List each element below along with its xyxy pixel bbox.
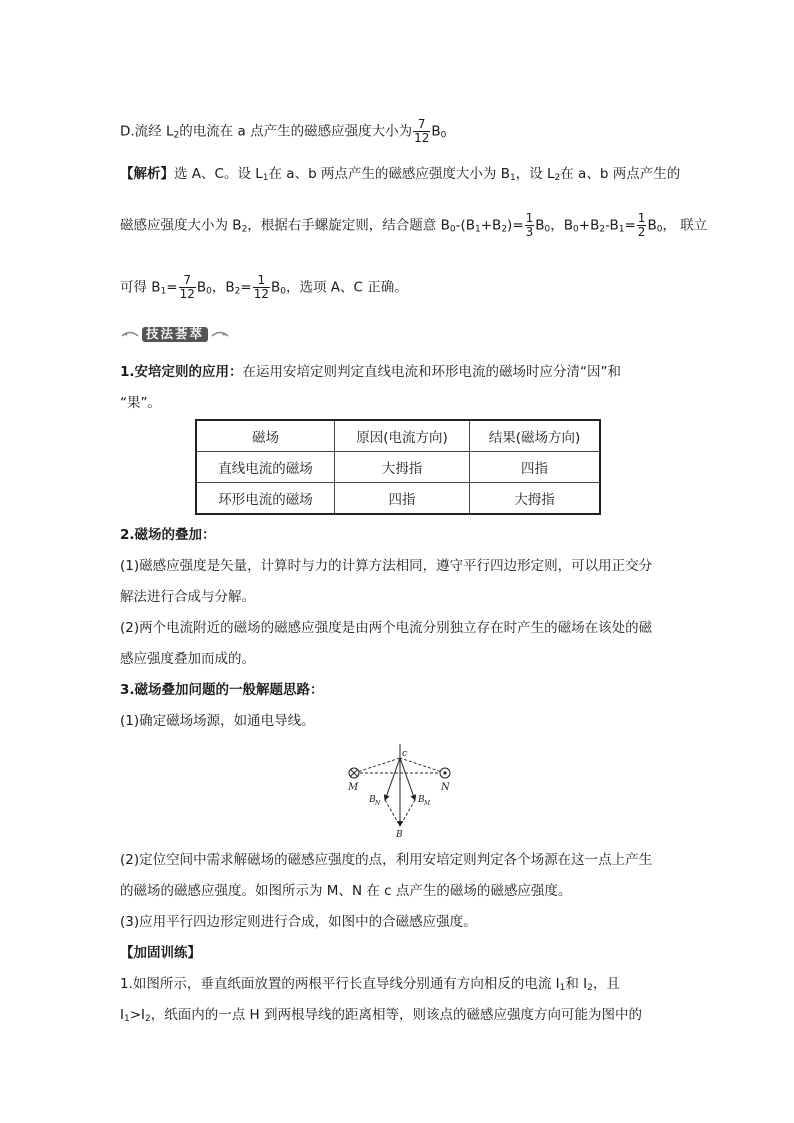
table-header: 磁场: [196, 420, 335, 452]
option-d-suffix: B: [431, 123, 441, 140]
sub: 0: [544, 224, 551, 235]
text: +B: [578, 217, 600, 234]
sub: 0: [280, 286, 286, 297]
table-header: 原因(电流方向): [335, 420, 470, 452]
sub: 2: [234, 286, 241, 297]
sub: 1: [618, 224, 625, 235]
text: ，B: [211, 279, 235, 296]
dashed-side-left: [385, 800, 400, 826]
table-row: [196, 483, 600, 515]
table-cell: 四指: [470, 452, 601, 483]
label-bm-sub: M: [424, 800, 431, 807]
field-superposition-figure: [335, 740, 465, 840]
text: 和 I: [565, 976, 588, 992]
sub: 0: [440, 130, 447, 141]
text: ，且: [592, 976, 620, 992]
label-bm: B: [418, 795, 425, 805]
vector-diagram: [335, 740, 465, 840]
text: =: [166, 279, 178, 296]
text: ， 联立: [662, 217, 708, 234]
text: >I: [129, 1007, 146, 1023]
numerator: 7: [413, 118, 430, 132]
sub: 1: [160, 286, 167, 297]
sub: 2: [587, 983, 593, 993]
section-1-line-2: [120, 393, 161, 413]
sub: 2: [554, 173, 561, 183]
sub: 0: [449, 224, 456, 235]
dashed-line-nc: [400, 758, 445, 773]
vector-bn: [385, 758, 400, 800]
training-line-2: [120, 1005, 642, 1029]
text: 1.如图所示，垂直纸面放置的两根平行长直导线分别通有方向相反的电流 I: [120, 976, 560, 992]
sub: 0: [656, 224, 663, 235]
text: -(B: [455, 217, 475, 234]
table-header: 结果(磁场方向): [470, 420, 601, 452]
numerator: 1: [525, 211, 534, 225]
text: ，设 L: [515, 166, 555, 182]
denominator: 3: [525, 225, 534, 239]
text: B: [535, 217, 545, 234]
section-1-title: 1.安培定则的应用：: [120, 364, 243, 380]
denominator: 12: [253, 287, 269, 301]
label-b: B: [396, 830, 403, 840]
text: =: [624, 217, 636, 234]
sub: 0: [206, 286, 212, 297]
vector-bm: [400, 758, 415, 800]
dashed-line-mc: [354, 758, 400, 773]
section-banner: [120, 325, 230, 343]
table-cell: 环形电流的磁场: [196, 483, 335, 515]
text: 可得 B: [120, 279, 161, 296]
numerator: 7: [179, 274, 196, 288]
numerator: 1: [637, 211, 646, 225]
option-d-prefix: D.流经 L: [120, 123, 174, 140]
denominator: 12: [179, 287, 195, 301]
text: 在 a、b 两点产生的: [560, 166, 681, 182]
sub: 1: [559, 983, 566, 993]
section-2-title: 2.磁场的叠加：: [120, 527, 216, 543]
section-3-p2b: 的磁场的磁感应强度。如图所示为 M、N 在 c 点产生的磁场的磁感应强度。: [120, 883, 572, 899]
text: +B: [480, 217, 502, 234]
analysis-tag: 【解析】: [120, 166, 174, 182]
fraction: [413, 118, 430, 145]
section-2-p2a: (2)两个电流附近的磁场的磁感应强度是由两个电流分别独立存在时产生的磁场在该处的磁: [120, 620, 653, 636]
option-d-text: 的电流在 a 点产生的磁感应强度大小为: [179, 123, 413, 140]
training-line-1: [120, 974, 620, 998]
dashed-side-right: [400, 800, 415, 826]
sub: 2: [173, 130, 180, 141]
fraction: [179, 274, 196, 301]
text: ，纸面内的一点 H 到两根导线的距离相等，则该点的磁感应强度方向可能为图中的: [150, 1007, 642, 1023]
label-n: N: [441, 782, 450, 793]
sub: 2: [145, 1014, 151, 1024]
denominator: 12: [414, 131, 430, 145]
text: B: [196, 279, 207, 296]
text: -B: [605, 217, 619, 234]
section-2-p1a: (1)磁感应强度是矢量，计算时与力的计算方法相同，遵守平行四边形定则，可以用正交分: [120, 558, 653, 574]
denominator: 2: [637, 225, 646, 239]
label-m: M: [348, 782, 359, 793]
sub: 1: [509, 173, 516, 183]
text: =: [240, 279, 252, 296]
section-3-title: 3.磁场叠加问题的一般解题思路：: [120, 682, 324, 698]
fraction: [637, 212, 647, 239]
text: “果”。: [120, 395, 161, 411]
text: 选 A、C。设 L: [174, 166, 263, 182]
section-3-p1: (1)确定磁场场源，如通电导线。: [120, 713, 315, 729]
text: ，B: [550, 217, 574, 234]
text: 在 a、b 两点产生的磁感应强度大小为 B: [268, 166, 510, 182]
analysis-line-3: [120, 274, 408, 302]
numerator: 1: [253, 274, 270, 288]
text: B: [270, 279, 281, 296]
sub: 2: [241, 224, 248, 235]
text: ，根据右手螺旋定则，结合题意 B: [247, 217, 450, 234]
sub: 1: [475, 224, 481, 235]
text: 磁感应强度大小为 B: [120, 217, 242, 234]
sub: 1: [123, 1014, 130, 1024]
table-cell: 直线电流的磁场: [196, 452, 335, 483]
option-d: [120, 118, 446, 146]
table-cell: 大拇指: [470, 483, 601, 515]
table-cell: 大拇指: [335, 452, 470, 483]
text: 在运用安培定则判定直线电流和环形电流的磁场时应分清“因”和: [242, 364, 622, 380]
section-2-p1b: 解法进行合成与分解。: [120, 589, 255, 605]
label-c: c: [402, 749, 408, 759]
section-3-p3: (3)应用平行四边形定则进行合成，如图中的合磁感应强度。: [120, 914, 477, 930]
section-2-p2b: 感应强度叠加而成的。: [120, 651, 255, 667]
text: I: [120, 1007, 124, 1023]
current-into-page-icon: [349, 768, 359, 778]
table-row: [196, 452, 600, 483]
text: B: [647, 217, 657, 234]
table-cell: 四指: [335, 483, 470, 515]
sub: 1: [262, 173, 269, 183]
fraction: [253, 274, 270, 301]
table-header-row: [196, 420, 600, 452]
training-title: 【加固训练】: [120, 945, 201, 961]
text: )=: [507, 217, 524, 234]
analysis-line-1: [120, 164, 680, 188]
analysis-line-2: [120, 212, 707, 240]
text: ，选项 A、C 正确。: [285, 279, 408, 296]
current-out-of-page-icon: [440, 768, 450, 778]
section-3-p2a: (2)定位空间中需求解磁场的磁感应强度的点，利用安培定则判定各个场源在这一点上产生: [120, 852, 653, 868]
sub: 0: [573, 224, 579, 235]
label-bn: B: [369, 795, 376, 805]
sub: 2: [501, 224, 508, 235]
label-bn-sub: N: [375, 800, 381, 807]
banner-text: 技法荟萃: [146, 326, 205, 341]
sub: 2: [599, 224, 606, 235]
fraction: [525, 212, 535, 239]
section-1-line-1: [120, 362, 621, 382]
rule-table: [195, 419, 601, 515]
